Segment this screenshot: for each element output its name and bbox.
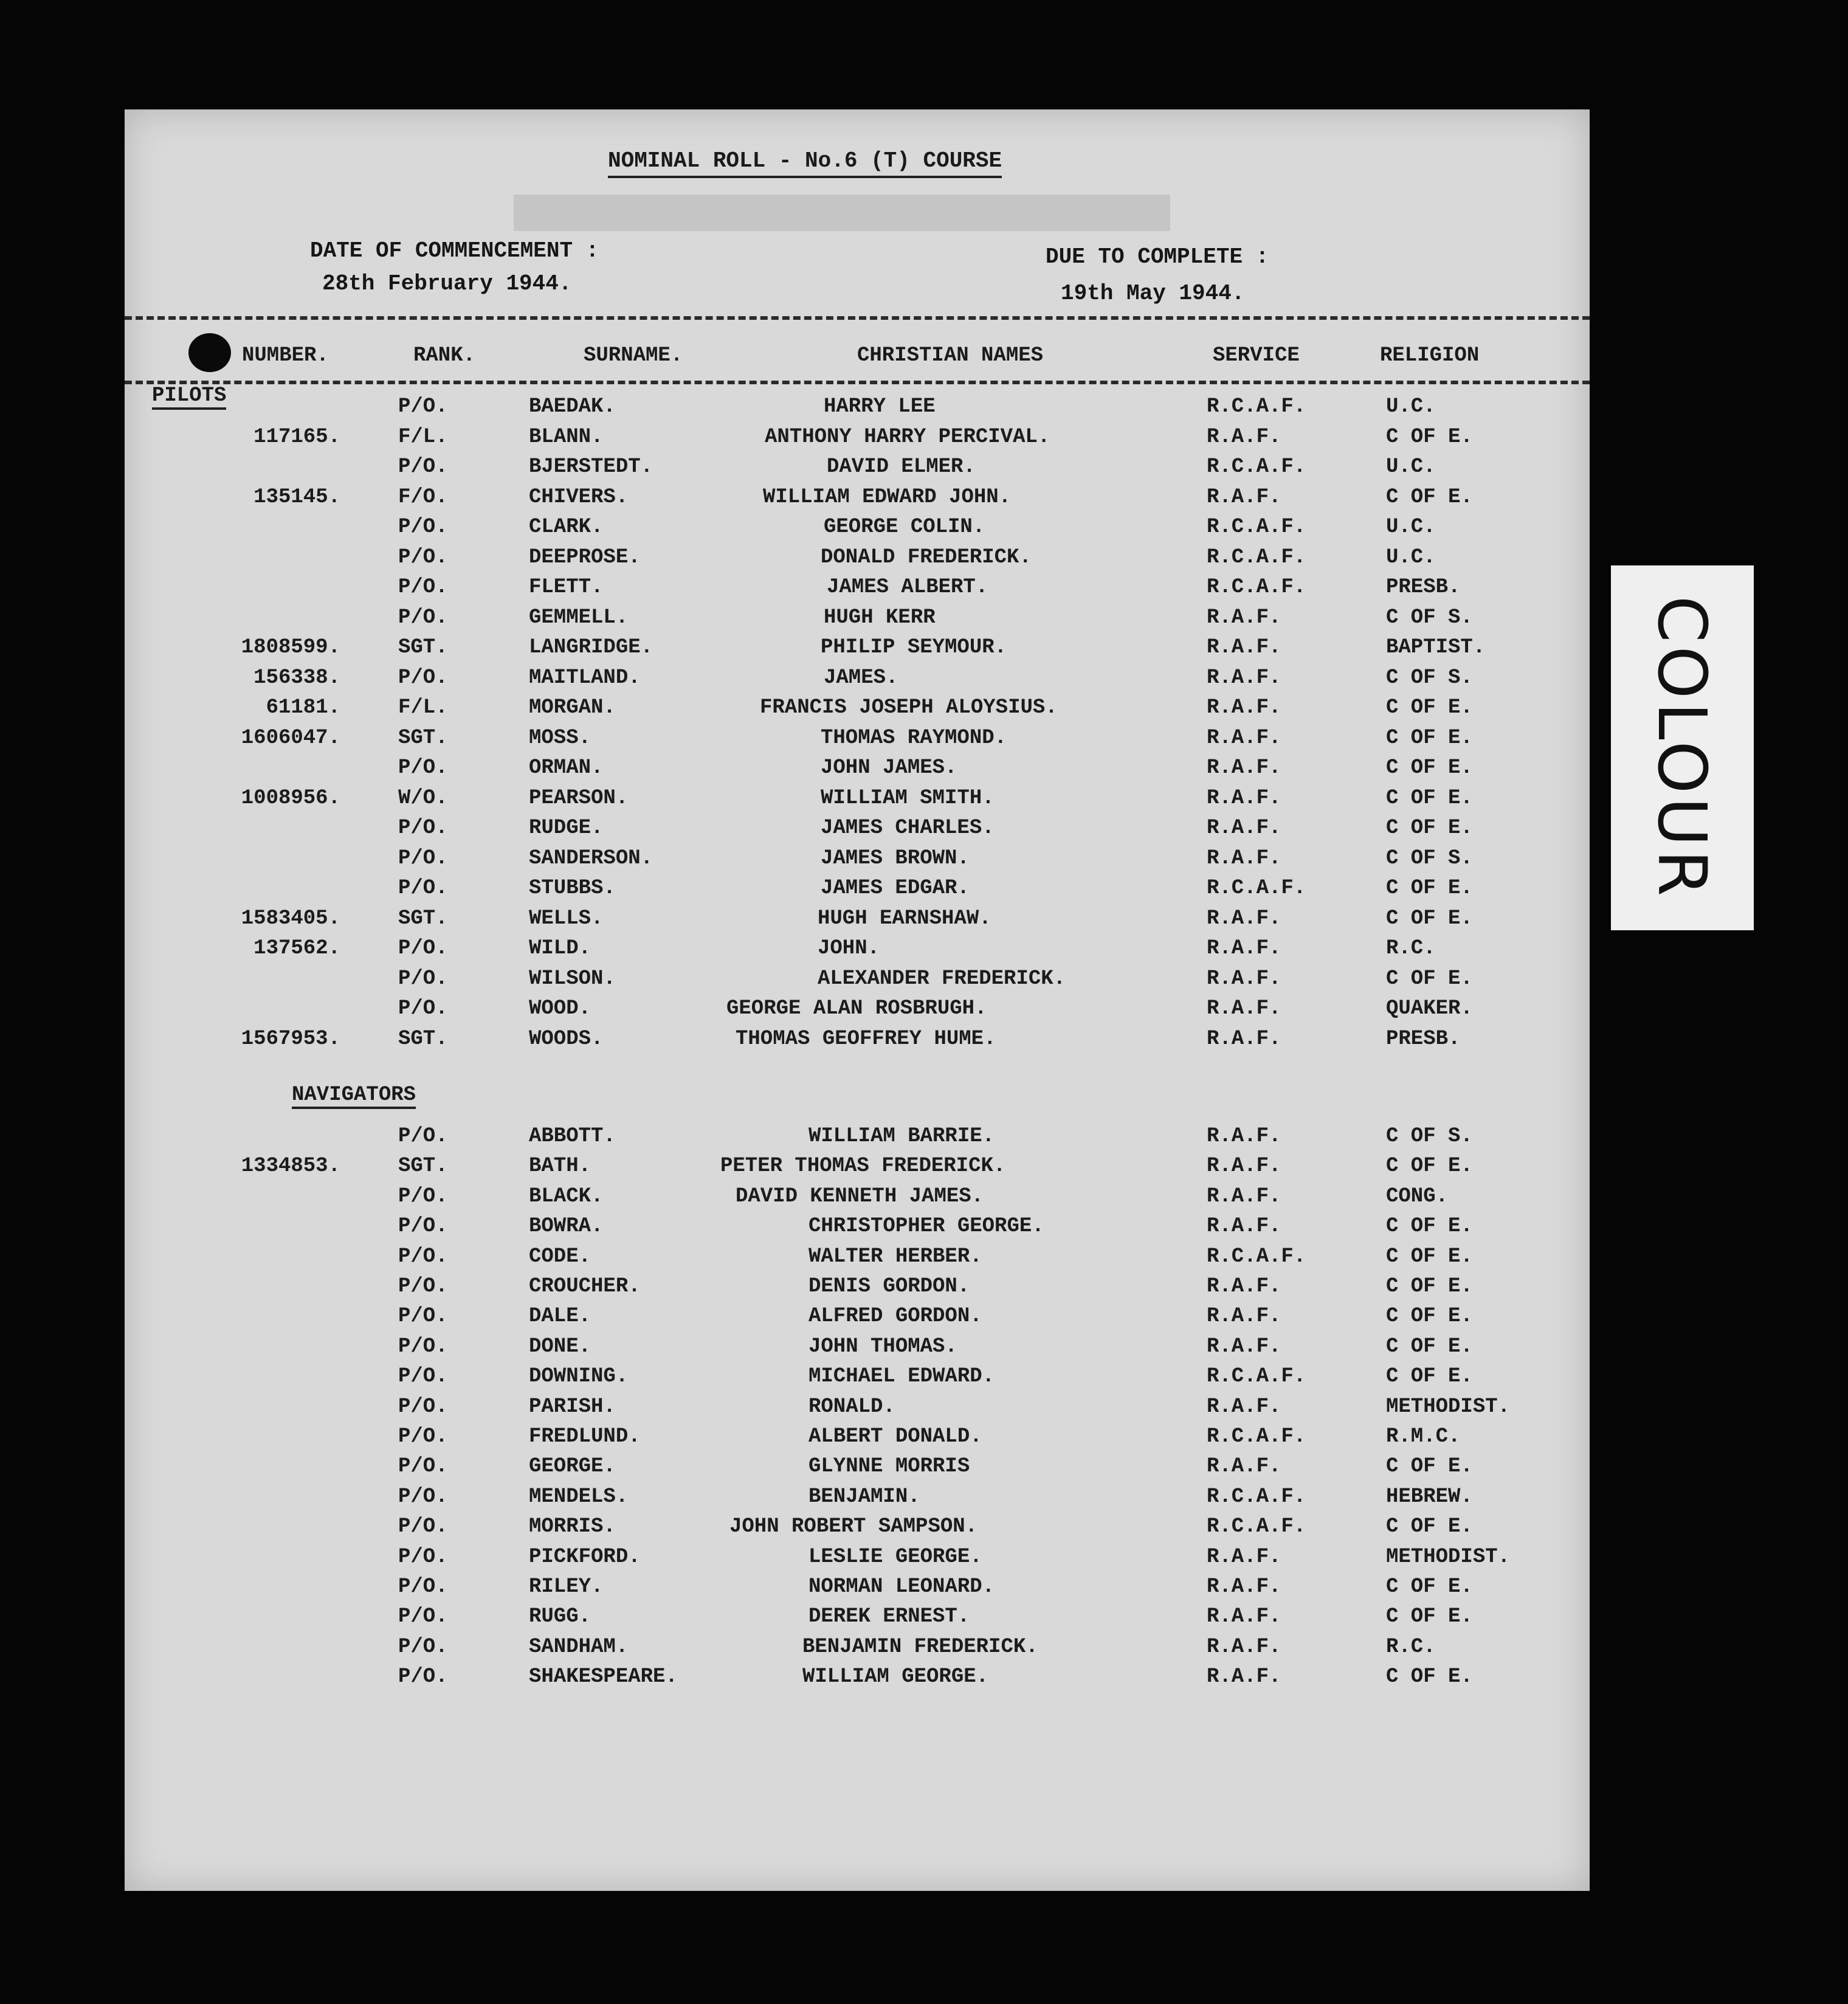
cell-rank: SGT. [398,1155,448,1178]
cell-surname: RUGG. [529,1605,591,1628]
cell-religion: R.C. [1386,937,1436,960]
col-surname: SURNAME. [584,344,683,367]
cell-rank: P/O. [398,1305,448,1328]
cell-religion: C OF E. [1386,1335,1473,1358]
cell-surname: SANDHAM. [529,1636,629,1659]
cell-surname: CODE. [529,1245,591,1268]
cell-rank: P/O. [398,606,448,629]
cell-rank: P/O. [398,1605,448,1628]
cell-rank: SGT. [398,907,448,930]
cell-service: R.A.F. [1207,1155,1281,1178]
col-religion: RELIGION [1380,344,1480,367]
col-number: NUMBER. [242,344,329,367]
divider-header [125,381,1590,384]
cell-service: R.A.F. [1207,1395,1281,1418]
cell-religion: PRESB. [1386,1028,1461,1051]
cell-number: 1008956. [241,787,340,810]
cell-surname: WILD. [529,937,591,960]
cell-number: 1808599. [241,636,340,659]
cell-christian: WALTER HERBER. [808,1245,982,1268]
cell-service: R.A.F. [1207,426,1281,449]
cell-christian: GEORGE COLIN. [824,516,985,539]
cell-rank: F/L. [398,426,448,449]
commencement-value: 28th February 1944. [322,271,572,296]
cell-christian: DAVID KENNETH JAMES. [736,1185,984,1208]
cell-religion: U.C. [1386,516,1436,539]
commencement-label: DATE OF COMMENCEMENT : [310,238,599,263]
cell-religion: C OF E. [1386,1305,1473,1328]
cell-surname: WILSON. [529,967,616,990]
cell-religion: C OF E. [1386,1155,1473,1178]
cell-surname: FREDLUND. [529,1425,641,1448]
cell-religion: C OF E. [1386,787,1473,810]
cell-religion: R.C. [1386,1636,1436,1659]
cell-number: 1583405. [241,907,340,930]
cell-surname: ORMAN. [529,756,604,779]
cell-surname: WOOD. [529,997,591,1020]
cell-rank: SGT. [398,636,448,659]
cell-rank: P/O. [398,1395,448,1418]
cell-service: R.A.F. [1207,847,1281,870]
cell-religion: C OF E. [1386,426,1473,449]
cell-religion: C OF E. [1386,756,1473,779]
cell-surname: PARISH. [529,1395,616,1418]
cell-rank: P/O. [398,1515,448,1538]
cell-religion: C OF E. [1386,727,1473,750]
cell-rank: F/O. [398,486,448,509]
cell-religion: U.C. [1386,395,1436,418]
completion-label: DUE TO COMPLETE : [1046,244,1269,269]
cell-christian: CHRISTOPHER GEORGE. [808,1215,1044,1238]
cell-rank: P/O. [398,1365,448,1388]
cell-rank: P/O. [398,877,448,900]
cell-religion: C OF E. [1386,486,1473,509]
cell-christian: BENJAMIN. [808,1485,920,1508]
cell-service: R.A.F. [1207,756,1281,779]
cell-surname: DEEPROSE. [529,546,641,569]
cell-surname: BOWRA. [529,1215,604,1238]
cell-surname: MOSS. [529,727,591,750]
cell-surname: DALE. [529,1305,591,1328]
cell-surname: DONE. [529,1335,591,1358]
cell-surname: BAEDAK. [529,395,616,418]
cell-surname: WOODS. [529,1028,604,1051]
colour-tag-text: COLOUR [1643,595,1722,900]
cell-christian: JAMES EDGAR. [821,877,970,900]
cell-religion: C OF E. [1386,877,1473,900]
cell-rank: P/O. [398,1275,448,1298]
cell-religion: C OF S. [1386,847,1473,870]
cell-rank: P/O. [398,576,448,599]
cell-christian: WILLIAM SMITH. [821,787,995,810]
cell-christian: BENJAMIN FREDERICK. [802,1636,1038,1659]
cell-surname: SANDERSON. [529,847,653,870]
cell-service: R.C.A.F. [1207,1365,1306,1388]
cell-service: R.C.A.F. [1207,455,1306,479]
cell-service: R.A.F. [1207,666,1281,689]
cell-service: R.A.F. [1207,1605,1281,1628]
cell-christian: ALEXANDER FREDERICK. [818,967,1066,990]
cell-christian: HARRY LEE [824,395,936,418]
cell-religion: C OF S. [1386,606,1473,629]
cell-number: 117165. [253,426,340,449]
cell-rank: P/O. [398,1425,448,1448]
cell-christian: JOHN THOMAS. [808,1335,957,1358]
cell-rank: SGT. [398,727,448,750]
cell-christian: DENIS GORDON. [808,1275,970,1298]
col-service: SERVICE [1213,344,1300,367]
cell-surname: BJERSTEDT. [529,455,653,479]
cell-service: R.A.F. [1207,1275,1281,1298]
completion-value: 19th May 1944. [1061,281,1245,306]
cell-service: R.A.F. [1207,727,1281,750]
cell-rank: P/O. [398,455,448,479]
section-label-pilots: PILOTS [152,384,226,410]
cell-surname: CLARK. [529,516,604,539]
cell-surname: MAITLAND. [529,666,641,689]
cell-rank: P/O. [398,546,448,569]
cell-service: R.A.F. [1207,907,1281,930]
cell-service: R.A.F. [1207,1305,1281,1328]
cell-service: R.C.A.F. [1207,516,1306,539]
cell-surname: STUBBS. [529,877,616,900]
cell-christian: HUGH KERR [824,606,936,629]
col-rank: RANK. [413,344,476,367]
cell-religion: C OF E. [1386,1275,1473,1298]
cell-rank: P/O. [398,967,448,990]
cell-christian: GLYNNE MORRIS [808,1455,970,1478]
cell-service: R.A.F. [1207,997,1281,1020]
cell-christian: JAMES. [824,666,898,689]
cell-service: R.C.A.F. [1207,1425,1306,1448]
cell-rank: P/O. [398,1546,448,1569]
cell-religion: C OF E. [1386,967,1473,990]
cell-rank: P/O. [398,1636,448,1659]
cell-christian: JOHN. [818,937,880,960]
cell-number: 1606047. [241,727,340,750]
cell-rank: P/O. [398,997,448,1020]
ink-blot [188,333,231,372]
cell-rank: P/O. [398,847,448,870]
cell-number: 1567953. [241,1028,340,1051]
cell-religion: C OF E. [1386,1245,1473,1268]
cell-christian: JAMES BROWN. [821,847,970,870]
cell-number: 135145. [253,486,340,509]
cell-religion: C OF E. [1386,1365,1473,1388]
cell-christian: NORMAN LEONARD. [808,1575,995,1598]
cell-surname: RUDGE. [529,817,604,840]
cell-religion: METHODIST. [1386,1395,1511,1418]
cell-service: R.A.F. [1207,606,1281,629]
cell-christian: HUGH EARNSHAW. [818,907,991,930]
cell-religion: C OF E. [1386,1605,1473,1628]
cell-religion: C OF E. [1386,1215,1473,1238]
cell-service: R.C.A.F. [1207,395,1306,418]
cell-service: R.A.F. [1207,1455,1281,1478]
cell-christian: FRANCIS JOSEPH ALOYSIUS. [760,696,1058,719]
cell-number: 61181. [266,696,340,719]
cell-surname: CROUCHER. [529,1275,641,1298]
cell-service: R.A.F. [1207,937,1281,960]
cell-service: R.A.F. [1207,1636,1281,1659]
cell-service: R.A.F. [1207,1028,1281,1051]
cell-surname: GEORGE. [529,1455,616,1478]
cell-christian: JAMES ALBERT. [827,576,988,599]
cell-rank: P/O. [398,1215,448,1238]
cell-religion: U.C. [1386,455,1436,479]
cell-rank: P/O. [398,1485,448,1508]
cell-christian: DONALD FREDERICK. [821,546,1032,569]
cell-service: R.A.F. [1207,1125,1281,1148]
cell-service: R.A.F. [1207,1215,1281,1238]
cell-service: R.A.F. [1207,696,1281,719]
cell-christian: THOMAS GEOFFREY HUME. [736,1028,996,1051]
cell-christian: DEREK ERNEST. [808,1605,970,1628]
cell-surname: LANGRIDGE. [529,636,653,659]
cell-christian: DAVID ELMER. [827,455,976,479]
cell-surname: PEARSON. [529,787,629,810]
cell-religion: C OF E. [1386,907,1473,930]
cell-religion: C OF E. [1386,1575,1473,1598]
cell-rank: P/O. [398,1455,448,1478]
cell-surname: WELLS. [529,907,604,930]
cell-surname: GEMMELL. [529,606,629,629]
cell-christian: GEORGE ALAN ROSBRUGH. [726,997,987,1020]
cell-christian: JOHN ROBERT SAMPSON. [729,1515,978,1538]
cell-surname: PICKFORD. [529,1546,641,1569]
section-label-navigators: NAVIGATORS [292,1083,416,1109]
cell-religion: QUAKER. [1386,997,1473,1020]
cell-religion: C OF S. [1386,1125,1473,1148]
cell-service: R.C.A.F. [1207,576,1306,599]
cell-rank: P/O. [398,756,448,779]
cell-rank: F/L. [398,696,448,719]
cell-rank: P/O. [398,1665,448,1688]
cell-christian: WILLIAM EDWARD JOHN. [763,486,1012,509]
cell-christian: JOHN JAMES. [821,756,957,779]
cell-rank: P/O. [398,1185,448,1208]
cell-rank: P/O. [398,1335,448,1358]
cell-rank: P/O. [398,1575,448,1598]
cell-christian: ANTHONY HARRY PERCIVAL. [765,426,1050,449]
cell-service: R.C.A.F. [1207,546,1306,569]
cell-service: R.A.F. [1207,817,1281,840]
cell-rank: P/O. [398,817,448,840]
cell-religion: PRESB. [1386,576,1461,599]
col-christian: CHRISTIAN NAMES [857,344,1044,367]
cell-service: R.C.A.F. [1207,1515,1306,1538]
cell-service: R.A.F. [1207,486,1281,509]
cell-christian: THOMAS RAYMOND. [821,727,1007,750]
cell-service: R.C.A.F. [1207,1245,1306,1268]
cell-surname: RILEY. [529,1575,604,1598]
cell-service: R.A.F. [1207,1546,1281,1569]
cell-christian: WILLIAM BARRIE. [808,1125,995,1148]
cell-surname: MORGAN. [529,696,616,719]
cell-christian: LESLIE GEORGE. [808,1546,982,1569]
cell-surname: BLANN. [529,426,604,449]
cell-religion: C OF E. [1386,696,1473,719]
cell-religion: R.M.C. [1386,1425,1461,1448]
cell-rank: P/O. [398,395,448,418]
cell-number: 137562. [253,937,340,960]
cell-rank: P/O. [398,516,448,539]
cell-service: R.C.A.F. [1207,877,1306,900]
cell-service: R.A.F. [1207,787,1281,810]
cell-service: R.A.F. [1207,636,1281,659]
cell-number: 1334853. [241,1155,340,1178]
cell-surname: CHIVERS. [529,486,629,509]
cell-religion: CONG. [1386,1185,1449,1208]
cell-number: 156338. [253,666,340,689]
cell-service: R.A.F. [1207,1665,1281,1688]
cell-religion: METHODIST. [1386,1546,1511,1569]
cell-surname: DOWNING. [529,1365,629,1388]
cell-religion: C OF E. [1386,1665,1473,1688]
cell-religion: HEBREW. [1386,1485,1473,1508]
cell-rank: P/O. [398,937,448,960]
cell-christian: MICHAEL EDWARD. [808,1365,995,1388]
divider-top [125,316,1590,320]
cell-surname: FLETT. [529,576,604,599]
cell-rank: SGT. [398,1028,448,1051]
cell-religion: C OF E. [1386,817,1473,840]
cell-service: R.C.A.F. [1207,1485,1306,1508]
colour-tag [1611,565,1754,930]
cell-christian: JAMES CHARLES. [821,817,995,840]
cell-service: R.A.F. [1207,967,1281,990]
cell-christian: ALFRED GORDON. [808,1305,982,1328]
cell-service: R.A.F. [1207,1575,1281,1598]
cell-christian: PETER THOMAS FREDERICK. [720,1155,1006,1178]
cell-religion: U.C. [1386,546,1436,569]
cell-surname: BATH. [529,1155,591,1178]
page-title: NOMINAL ROLL - No.6 (T) COURSE [608,148,1002,178]
header-strip [514,195,1170,231]
cell-christian: PHILIP SEYMOUR. [821,636,1007,659]
cell-surname: BLACK. [529,1185,604,1208]
cell-service: R.A.F. [1207,1185,1281,1208]
cell-rank: P/O. [398,1125,448,1148]
cell-christian: ALBERT DONALD. [808,1425,982,1448]
cell-religion: BAPTIST. [1386,636,1486,659]
cell-rank: P/O. [398,666,448,689]
cell-rank: W/O. [398,787,448,810]
cell-surname: MORRIS. [529,1515,616,1538]
cell-surname: MENDELS. [529,1485,629,1508]
cell-surname: ABBOTT. [529,1125,616,1148]
cell-service: R.A.F. [1207,1335,1281,1358]
cell-religion: C OF E. [1386,1455,1473,1478]
cell-religion: C OF S. [1386,666,1473,689]
cell-christian: WILLIAM GEORGE. [802,1665,989,1688]
cell-rank: P/O. [398,1245,448,1268]
cell-christian: RONALD. [808,1395,895,1418]
cell-surname: SHAKESPEARE. [529,1665,678,1688]
cell-religion: C OF E. [1386,1515,1473,1538]
